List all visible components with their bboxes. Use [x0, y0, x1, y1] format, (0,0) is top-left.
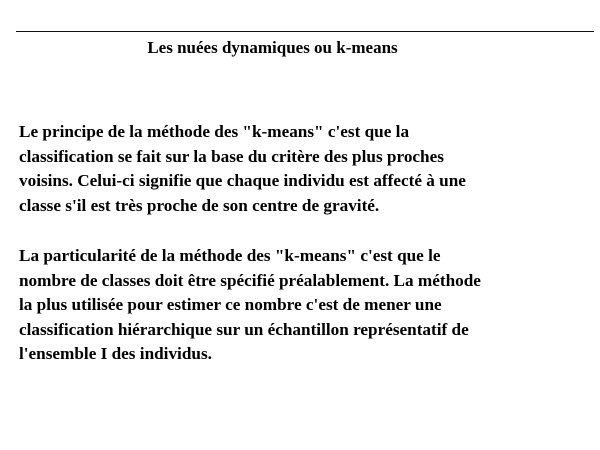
paragraph-line: la plus utilisée pour estimer ce nombre c'est de mener une: [19, 295, 442, 314]
paragraph-particularity: [19, 244, 594, 367]
paragraph-line: l'ensemble I des individus.: [19, 344, 212, 363]
paragraph-line: classification hiérarchique sur un échantillon représentatif de: [19, 319, 469, 339]
paragraph-principle: [19, 120, 594, 218]
paragraph-line: classe s'il est très proche de son centre de gravité.: [19, 195, 380, 215]
paragraph-line: voisins. Celui-ci signifie que chaque individu est affecté à une: [19, 171, 466, 190]
top-divider-line: [16, 31, 594, 32]
paragraph-line: La particularité de la méthode des "k-means" c'est que le: [19, 246, 441, 265]
slide-title: Les nuées dynamiques ou k-means: [147, 38, 398, 57]
paragraph-line: classification se fait sur la base du critère des plus proches: [19, 146, 444, 166]
paragraph-line: nombre de classes doit être spécifié préalablement. La méthode: [19, 270, 481, 290]
paragraph-line: Le principe de la méthode des "k-means" c'est que la: [19, 122, 410, 141]
